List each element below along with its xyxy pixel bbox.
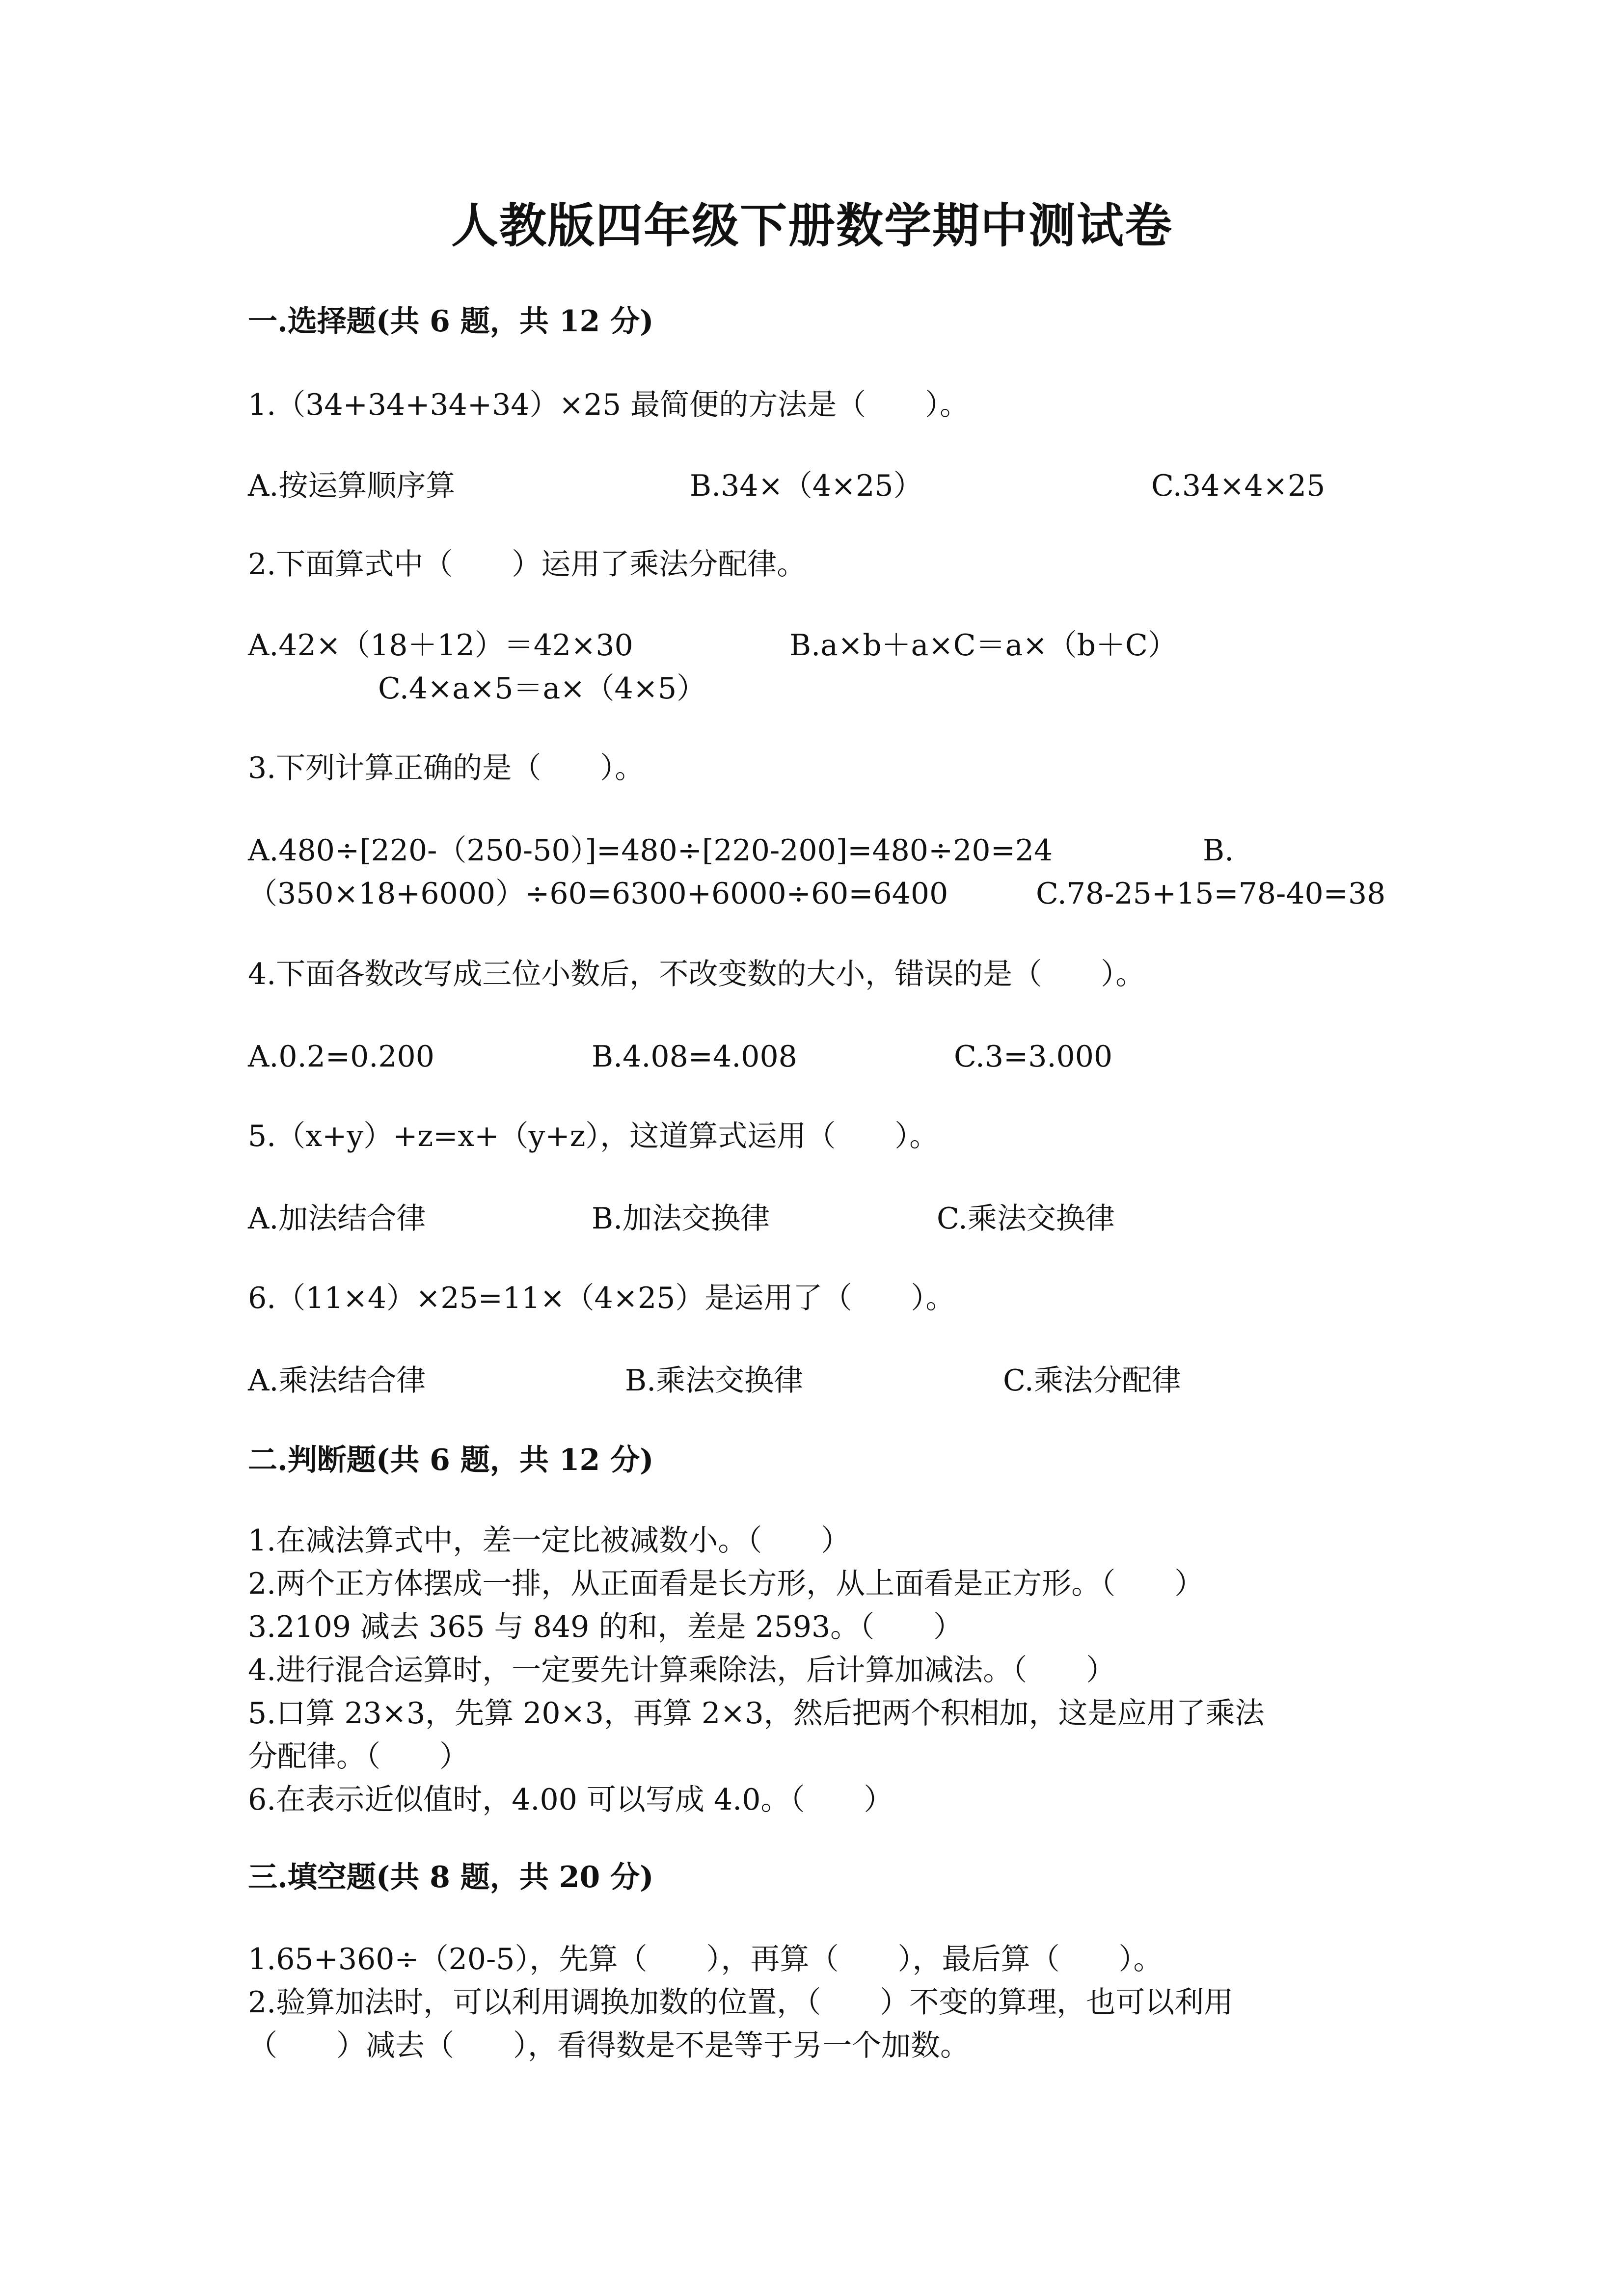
q2-option-b: B.a×b＋a×C＝a×（b＋C） (789, 628, 1177, 663)
judgement-item: 5.口算 23×3，先算 20×3，再算 2×3，然后把两个积相加，这是应用了乘法 (248, 1696, 1265, 1731)
section-heading-judgement: 二.判断题(共 6 题，共 12 分) (248, 1443, 654, 1477)
question-2: 2.下面算式中（ ）运用了乘法分配律。 (248, 547, 807, 582)
q1-option-c: C.34×4×25 (1151, 469, 1326, 503)
q6-option-c: C.乘法分配律 (1003, 1363, 1181, 1398)
judgement-item: 2.两个正方体摆成一排，从正面看是长方形，从上面看是正方形。（ ） (248, 1567, 1204, 1601)
q1-option-a: A.按运算顺序算 (248, 469, 456, 503)
q4-option-a: A.0.2=0.200 (248, 1040, 434, 1074)
fill-blank-item: 1.65+360÷（20-5），先算（ ），再算（ ），最后算（ ）。 (248, 1942, 1163, 1976)
q6-option-a: A.乘法结合律 (248, 1363, 426, 1398)
q6-option-b: B.乘法交换律 (625, 1363, 804, 1398)
q4-option-c: C.3=3.000 (954, 1040, 1113, 1074)
question-6: 6.（11×4）×25=11×（4×25）是运用了（ ）。 (248, 1281, 955, 1315)
q4-option-b: B.4.08=4.008 (592, 1040, 797, 1074)
q2-option-a: A.42×（18＋12）＝42×30 (248, 628, 633, 663)
q5-option-a: A.加法结合律 (248, 1201, 426, 1236)
q5-option-c: C.乘法交换律 (937, 1201, 1115, 1236)
q3-option-b-label: B. (1203, 833, 1234, 868)
question-1: 1.（34+34+34+34）×25 最简便的方法是（ ）。 (248, 388, 970, 422)
question-4: 4.下面各数改写成三位小数后，不改变数的大小，错误的是（ ）。 (248, 957, 1145, 991)
judgement-list (248, 1519, 1397, 1821)
judgement-item: 4.进行混合运算时，一定要先计算乘除法，后计算加减法。（ ） (248, 1653, 1116, 1687)
fill-blank-list (248, 1938, 1397, 2067)
q2-option-c: C.4×a×5＝a×（4×5） (378, 671, 706, 706)
page-title: 人教版四年级下册数学期中测试卷 (451, 198, 1173, 253)
section-heading-fill-blank: 三.填空题(共 8 题，共 20 分) (248, 1860, 654, 1895)
q3-option-c: C.78-25+15=78-40=38 (1036, 877, 1386, 911)
section-heading-choice: 一.选择题(共 6 题，共 12 分) (248, 304, 654, 339)
question-3: 3.下列计算正确的是（ ）。 (248, 751, 645, 785)
q1-option-b: B.34×（4×25） (690, 469, 923, 503)
fill-blank-item: 2.验算加法时，可以利用调换加数的位置，（ ）不变的算理，也可以利用 (248, 1985, 1234, 2020)
judgement-item-continued: 分配律。（ ） (248, 1739, 469, 1774)
q3-option-b: （350×18+6000）÷60=6300+6000÷60=6400 (248, 877, 948, 911)
fill-blank-item-continued: （ ）减去（ ），看得数是不是等于另一个加数。 (248, 2029, 970, 2063)
judgement-item: 1.在减法算式中，差一定比被减数小。（ ） (248, 1523, 851, 1558)
judgement-item: 6.在表示近似值时，4.00 可以写成 4.0。（ ） (248, 1783, 893, 1817)
judgement-item: 3.2109 减去 365 与 849 的和，差是 2593。（ ） (248, 1610, 963, 1644)
q3-option-a: A.480÷[220-（250-50）]=480÷[220-200]=480÷20=24 (248, 833, 1053, 868)
q5-option-b: B.加法交换律 (592, 1201, 770, 1236)
question-5: 5.（x+y）+z=x+（y+z），这道算式运用（ ）。 (248, 1119, 939, 1153)
